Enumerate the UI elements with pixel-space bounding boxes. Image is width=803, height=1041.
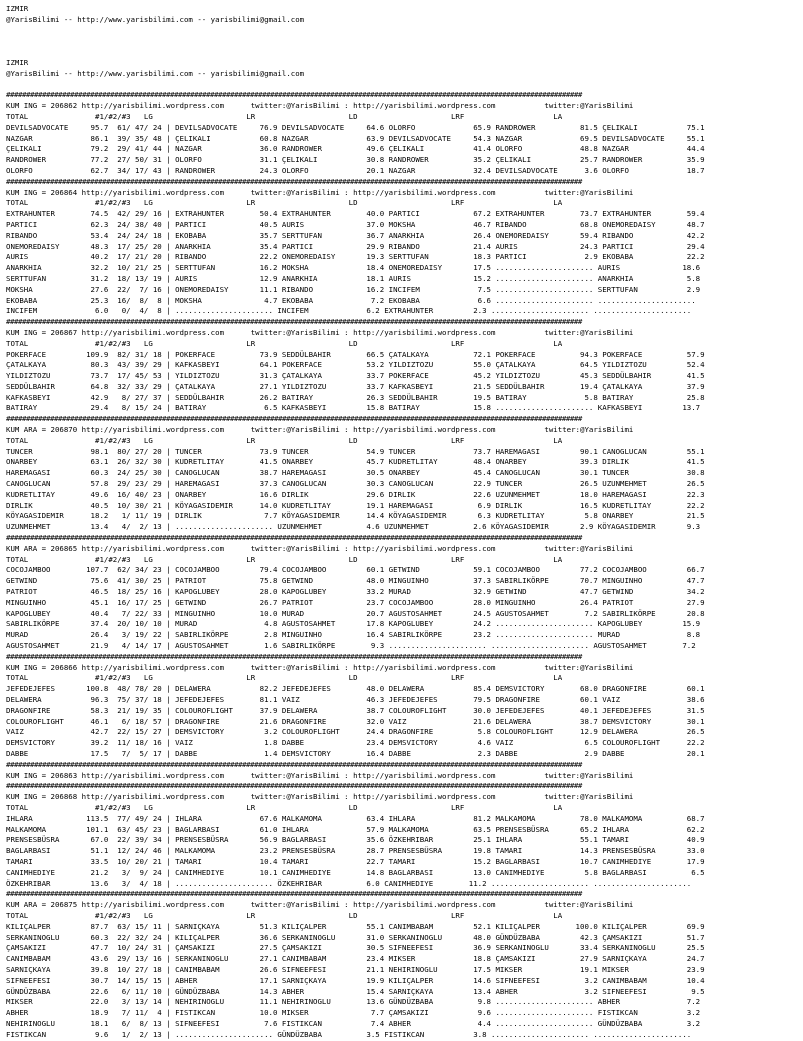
- result-row: ANARKHIA 32.2 10/ 21/ 25 | SERTTUFAN 16.2 MOKSHA 18.4 ONEMOREDAISY 17.5 ...................... AURIS 18.6: [6, 263, 701, 273]
- result-row: KÖYAGASIDEMIR 18.2 1/ 11/ 19 | DIRLIK 7.7 KÖYAGASIDEMIR 14.4 KÖYAGASIDEMIR 6.3 KUDRETLITAY 5.8 ONARBEY 21.5: [6, 511, 705, 521]
- separator-line: ################################################################################################################################################: [6, 176, 582, 186]
- race-header: KUM ING = 206866 http://yarisbilimi.wordpress.com twitter:@YarisBilimi : http://yarisbilimi.wordpress.com twitter:@YarisBilimi: [6, 662, 634, 672]
- result-row: SERTTUFAN 31.2 18/ 13/ 19 | AURIS 12.9 ANARKHIA 18.1 AURIS 15.2 ...................... ANARKHIA 5.8: [6, 273, 701, 283]
- column-header: TOTAL #1/#2/#3 LG LR LD LRF LA: [6, 111, 563, 121]
- result-row: OLORFO 62.7 34/ 17/ 43 | RANDROWER 24.3 OLORFO 20.1 NAZGAR 32.4 DEVILSADVOCATE 3.6 OLORFO 18.7: [6, 165, 705, 175]
- result-row: DELAWERA 96.3 75/ 37/ 18 | JEFEDEJEFES 81.1 VAIZ 46.3 JEFEDEJEFES 79.5 DRAGONFIRE 60.1 VAIZ 38.6: [6, 695, 705, 704]
- result-row: IHLARA 113.5 77/ 49/ 24 | IHLARA 67.6 MALKAMOMA 63.4 IHLARA 81.2 MALKAMOMA 78.0 MALKAMOMA 68.7: [6, 813, 705, 823]
- result-row: MINGUINHO 45.1 16/ 17/ 25 | GETWIND 26.7 PATRIOT 23.7 COCOJAMBOO 28.0 MINGUINHO 26.4 PATRIOT 27.9: [6, 597, 705, 607]
- separator-line: ################################################################################################################################################: [6, 781, 582, 791]
- separator-line: ################################################################################################################################################: [6, 90, 582, 100]
- result-row: EXTRAHUNTER 74.5 42/ 29/ 16 | EXTRAHUNTER 50.4 EXTRAHUNTER 40.0 PARTICI 67.2 EXTRAHUNTER 73.7 EXTRAHUNTER 59.4: [6, 209, 705, 219]
- result-row: AGUSTOSAHMET 21.9 4/ 14/ 17 | AGUSTOSAHMET 1.6 SABIRLIKÖRPE 9.3 ...................... ...................... AGUSTOSAHMET 7.2: [6, 641, 696, 651]
- spacer: [6, 26, 803, 48]
- column-header: TOTAL #1/#2/#3 LG LR LD LRF LA: [6, 802, 563, 812]
- result-row: DABBE 17.5 7/ 5/ 17 | DABBE 1.4 DEMSVICTORY 16.4 DABBE 2.3 DABBE 2.9 DABBE 20.1: [6, 748, 705, 758]
- separator-line: ################################################################################################################################################: [6, 759, 582, 769]
- race-header: KUM ING = 206868 http://yarisbilimi.wordpress.com twitter:@YarisBilimi : http://yarisbilimi.wordpress.com twitter:@YarisBilimi: [6, 792, 634, 802]
- separator-line: ################################################################################################################################################: [6, 317, 582, 327]
- result-row: MOKSHA 27.6 22/ 7/ 16 | ONEMOREDAISY 11.1 RIBANDO 16.2 INCIFEM 7.5 ...................... SERTTUFAN 2.9: [6, 284, 701, 294]
- race-block: [6, 889, 803, 1040]
- page-title: IZMIR: [6, 4, 29, 13]
- race-header: KUM ARA = 206870 http://yarisbilimi.wordpress.com twitter:@YarisBilimi : http://yarisbilimi.wordpress.com twitter:@YarisBilimi: [6, 425, 634, 435]
- result-row: MALKAMOMA 101.1 63/ 45/ 23 | BAGLARBASI 61.0 IHLARA 57.9 MALKAMOMA 63.5 PRENSESBÜSRA 65.2 IHLARA 62.2: [6, 824, 705, 834]
- race-block: [6, 533, 803, 652]
- credit-line: @YarisBilimi -- http://www.yarisbilimi.com -- yarisbilimi@gmail.com: [6, 14, 305, 24]
- separator-line: ################################################################################################################################################: [6, 533, 582, 543]
- result-row: CANIMBABAM 43.6 29/ 13/ 16 | SERKANINOGLU 27.1 CANIMBABAM 23.4 MIKSER 18.8 ÇAMSAKIZI 27.9 SARNIÇKAYA 24.7: [6, 954, 705, 964]
- result-row: MURAD 26.4 3/ 19/ 22 | SABIRLIKÖRPE 2.8 MINGUINHO 16.4 SABIRLIKÖRPE 23.2 ...................... MURAD 8.8: [6, 630, 701, 640]
- result-row: CANOGLUCAN 57.8 29/ 23/ 29 | HAREMAGASI 37.3 CANOGLUCAN 30.3 CANOGLUCAN 22.9 TUNCER 26.5 UZUNMEHMET 26.5: [6, 479, 705, 489]
- race-block: [6, 652, 803, 760]
- result-row: CANIMHEDIYE 21.2 3/ 9/ 24 | CANIMHEDIYE 10.1 CANIMHEDIYE 14.8 BAGLARBASI 13.0 CANIMHEDIYE 5.8 BAGLARBASI 6.5: [6, 867, 705, 877]
- result-row: KILIÇALPER 87.7 63/ 15/ 11 | SARNIÇKAYA 51.3 KILIÇALPER 55.1 CANIMBABAM 52.1 KILIÇALPER 100.0 KILIÇALPER 69.9: [6, 921, 705, 931]
- column-header: TOTAL #1/#2/#3 LG LR LD LRF LA: [6, 910, 563, 920]
- result-row: ÖZKEHRIBAR 13.6 3/ 4/ 18 | ...................... ÖZKEHRIBAR 6.0 CANIMHEDIYE 11.2 ...................... ......................: [6, 878, 692, 888]
- result-row: PATRIOT 46.5 18/ 25/ 16 | KAPOGLUBEY 28.0 KAPOGLUBEY 33.2 MURAD 32.9 GETWIND 47.7 GETWIND 34.2: [6, 587, 705, 597]
- separator-line: ################################################################################################################################################: [6, 651, 582, 661]
- race-header: KUM ING = 206863 http://yarisbilimi.wordpress.com twitter:@YarisBilimi : http://yarisbilimi.wordpress.com twitter:@YarisBilimi: [6, 770, 634, 780]
- result-row: NAZGAR 86.1 39/ 35/ 48 | ÇELIKALI 60.8 NAZGAR 63.9 DEVILSADVOCATE 54.3 NAZGAR 69.5 DEVILSADVOCATE 55.1: [6, 133, 705, 143]
- separator-line: ################################################################################################################################################: [6, 414, 582, 424]
- result-row: INCIFEM 6.0 0/ 4/ 8 | ...................... INCIFEM 6.2 EXTRAHUNTER 2.3 ...................... ......................: [6, 306, 692, 316]
- result-row: KAPOGLUBEY 40.4 7/ 22/ 33 | MINGUINHO 10.0 MURAD 20.7 AGUSTOSAHMET 24.5 AGUSTOSAHMET 7.2 SABIRLIKÖRPE 20.8: [6, 608, 705, 618]
- race-header: KUM ARA = 206865 http://yarisbilimi.wordpress.com twitter:@YarisBilimi : http://yarisbilimi.wordpress.com twitter:@YarisBilimi: [6, 543, 634, 553]
- result-row: POKERFACE 109.9 82/ 31/ 18 | POKERFACE 73.9 SEDDÜLBAHIR 66.5 ÇATALKAYA 72.1 POKERFACE 94.3 POKERFACE 57.9: [6, 349, 705, 359]
- result-row: TUNCER 98.1 80/ 27/ 20 | TUNCER 73.9 TUNCER 54.9 TUNCER 73.7 HAREMAGASI 90.1 CANOGLUCAN 55.1: [6, 446, 705, 456]
- result-row: GETWIND 75.6 41/ 30/ 25 | PATRIOT 75.8 GETWIND 48.0 MINGUINHO 37.3 SABIRLIKÖRPE 70.7 MINGUINHO 47.7: [6, 576, 705, 586]
- result-row: GÜNDÜZBABA 22.6 6/ 11/ 10 | GÜNDÜZBABA 14.3 ABHER 15.4 SARNIÇKAYA 13.4 ABHER 3.2 SIFNEEFESI 9.5: [6, 986, 705, 996]
- column-header: TOTAL #1/#2/#3 LG LR LD LRF LA: [6, 198, 563, 208]
- result-row: COCOJAMBOO 107.7 62/ 34/ 23 | COCOJAMBOO 79.4 COCOJAMBOO 60.1 GETWIND 59.1 COCOJAMBOO 77.2 COCOJAMBOO 66.7: [6, 565, 705, 575]
- result-row: DEVILSADVOCATE 95.7 61/ 47/ 24 | DEVILSADVOCATE 76.9 DEVILSADVOCATE 64.6 OLORFO 65.9 RANDROWER 81.5 ÇELIKALI 75.1: [6, 122, 705, 132]
- separator-line: ################################################################################################################################################: [6, 889, 582, 899]
- result-row: PRENSESBÜSRA 67.0 22/ 39/ 34 | PRENSESBÜSRA 56.9 BAGLARBASI 35.6 ÖZKEHRIBAR 25.1 IHLARA 55.1 TAMARI 40.9: [6, 835, 705, 845]
- result-row: AURIS 40.2 17/ 21/ 20 | RIBANDO 22.2 ONEMOREDAISY 19.3 SERTTUFAN 18.3 PARTICI 2.9 EKOBABA 22.2: [6, 252, 705, 262]
- result-row: BATIRAY 29.4 8/ 15/ 24 | BATIRAY 6.5 KAFKASBEYI 15.8 BATIRAY 15.8 ...................... KAFKASBEYI 13.7: [6, 403, 701, 413]
- result-row: BAGLARBASI 51.1 12/ 24/ 46 | MALKAMOMA 23.2 PRENSESBÜSRA 28.7 PRENSESBÜSRA 19.8 TAMARI 14.3 PRENSESBÜSRA 33.0: [6, 846, 705, 856]
- result-row: KAFKASBEYI 42.9 8/ 27/ 37 | SEDDÜLBAHIR 26.2 BATIRAY 26.3 SEDDÜLBAHIR 19.5 BATIRAY 5.8 BATIRAY 25.8: [6, 392, 705, 402]
- race-block: [6, 177, 803, 317]
- result-row: ONEMOREDAISY 48.3 17/ 25/ 20 | ANARKHIA 35.4 PARTICI 29.9 RIBANDO 21.4 AURIS 24.3 PARTICI 29.4: [6, 241, 705, 251]
- result-row: KUDRETLITAY 49.6 16/ 40/ 23 | ONARBEY 16.6 DIRLIK 29.6 DIRLIK 22.6 UZUNMEHMET 18.0 HAREMAGASI 22.3: [6, 489, 705, 499]
- result-row: YILDIZTOZU 73.7 17/ 45/ 53 | YILDIZTOZU 31.3 ÇATALKAYA 33.7 POKERFACE 45.2 YILDIZTOZU 45.3 SEDDÜLBAHIR 41.5: [6, 371, 705, 381]
- result-row: TAMARI 33.5 10/ 20/ 21 | TAMARI 10.4 TAMARI 22.7 TAMARI 15.2 BAGLARBASI 10.7 CANIMHEDIYE 17.9: [6, 856, 705, 866]
- result-row: VAIZ 42.7 22/ 15/ 27 | DEMSVICTORY 3.2 COLOUROFLIGHT 24.4 DRAGONFIRE 5.8 COLOUROFLIGHT 12.9 DELAWERA 26.5: [6, 727, 705, 737]
- race-block: [6, 781, 803, 889]
- result-row: SIFNEEFESI 30.7 14/ 15/ 15 | ABHER 17.1 SARNIÇKAYA 19.9 KILIÇALPER 14.6 SIFNEEFESI 3.2 CANIMBABAM 10.4: [6, 975, 705, 985]
- race-header: KUM ING = 206867 http://yarisbilimi.wordpress.com twitter:@YarisBilimi : http://yarisbilimi.wordpress.com twitter:@YarisBilimi: [6, 327, 634, 337]
- race-block: [6, 317, 803, 414]
- result-row: DEMSVICTORY 39.2 11/ 18/ 16 | VAIZ 1.8 DABBE 23.4 DEMSVICTORY 4.6 VAIZ 6.5 COLOUROFLIGHT 22.2: [6, 738, 705, 748]
- result-row: SEDDÜLBAHIR 64.8 32/ 33/ 29 | ÇATALKAYA 27.1 YILDIZTOZU 33.7 KAFKASBEYI 21.5 SEDDÜLBAHIR 19.4 ÇATALKAYA 37.9: [6, 381, 705, 391]
- result-row: ÇATALKAYA 80.3 43/ 39/ 29 | KAFKASBEYI 64.1 POKERFACE 53.2 YILDIZTOZU 55.0 ÇATALKAYA 64.5 YILDIZTOZU 52.4: [6, 360, 705, 370]
- race-block: [6, 90, 803, 176]
- result-row: COLOUROFLIGHT 46.1 6/ 18/ 57 | DRAGONFIRE 21.6 DRAGONFIRE 32.0 VAIZ 21.6 DELAWERA 38.7 DEMSVICTORY 30.1: [6, 716, 705, 726]
- result-row: ONARBEY 63.1 26/ 32/ 30 | KUDRETLITAY 41.5 ONARBEY 45.7 KUDRETLITAY 48.4 ONARBEY 39.3 DIRLIK 41.5: [6, 457, 705, 467]
- result-row: SARNIÇKAYA 39.8 10/ 27/ 18 | CANIMBABAM 26.6 SIFNEEFESI 21.1 NEHIRINOGLU 17.5 MIKSER 19.1 MIKSER 23.9: [6, 964, 705, 974]
- result-row: MIKSER 22.0 3/ 13/ 14 | NEHIRINOGLU 11.1 NEHIRINOGLU 13.6 GÜNDÜZBABA 9.8 ...................... ABHER 7.2: [6, 997, 701, 1007]
- race-block: [6, 414, 803, 533]
- result-row: ÇAMSAKIZI 47.7 10/ 24/ 31 | ÇAMSAKIZI 27.5 ÇAMSAKIZI 30.5 SIFNEEFESI 36.9 SERKANINOGLU 33.4 SERKANINOGLU 25.5: [6, 943, 705, 953]
- race-block: [6, 760, 803, 782]
- race-header: KUM ING = 206862 http://yarisbilimi.wordpress.com twitter:@YarisBilimi : http://yarisbilimi.wordpress.com twitter:@YarisBilimi: [6, 101, 634, 111]
- result-row: FISTIKCAN 9.6 1/ 2/ 13 | ...................... GÜNDÜZBABA 3.5 FISTIKCAN 3.8 ...................... ......................: [6, 1029, 692, 1039]
- spacer: [6, 47, 803, 58]
- race-header: KUM ING = 206864 http://yarisbilimi.wordpress.com twitter:@YarisBilimi : http://yarisbilimi.wordpress.com twitter:@YarisBilimi: [6, 187, 634, 197]
- result-row: SABIRLIKÖRPE 37.4 20/ 10/ 10 | MURAD 4.8 AGUSTOSAHMET 17.8 KAPOGLUBEY 24.2 ...................... KAPOGLUBEY 15.9: [6, 619, 701, 629]
- column-header: TOTAL #1/#2/#3 LG LR LD LRF LA: [6, 435, 563, 445]
- column-header: TOTAL #1/#2/#3 LG LR LD LRF LA: [6, 338, 563, 348]
- document-title: IZMIR: [6, 57, 29, 67]
- result-row: RIBANDO 53.4 24/ 24/ 18 | EKOBABA 35.7 SERTTUFAN 36.7 ANARKHIA 26.4 ONEMOREDAISY 59.4 RIBANDO 42.2: [6, 230, 705, 240]
- spacer: [6, 80, 803, 91]
- race-list: [6, 90, 803, 1040]
- column-header: TOTAL #1/#2/#3 LG LR LD LRF LA: [6, 673, 563, 683]
- result-row: DRAGONFIRE 58.3 21/ 19/ 35 | COLOUROFLIGHT 37.9 DELAWERA 38.7 COLOUROFLIGHT 30.0 JEFEDEJEFES 40.1 JEFEDEJEFES 31.5: [6, 705, 705, 715]
- result-row: RANDROWER 77.2 27/ 50/ 31 | OLORFO 31.1 ÇELIKALI 30.8 RANDROWER 35.2 ÇELIKALI 25.7 RANDROWER 35.9: [6, 155, 705, 165]
- column-header: TOTAL #1/#2/#3 LG LR LD LRF LA: [6, 554, 563, 564]
- document-credit-line: @YarisBilimi -- http://www.yarisbilimi.com -- yarisbilimi@gmail.com: [6, 68, 305, 78]
- result-row: JEFEDEJEFES 100.8 48/ 78/ 20 | DELAWERA 82.2 JEFEDEJEFES 48.0 DELAWERA 85.4 DEMSVICTORY 68.0 DRAGONFIRE 60.1: [6, 684, 705, 694]
- result-row: HAREMAGASI 60.3 24/ 25/ 30 | CANOGLUCAN 38.7 HAREMAGASI 30.5 ONARBEY 45.4 CANOGLUCAN 30.1 TUNCER 30.8: [6, 468, 705, 478]
- result-row: DIRLIK 40.5 10/ 30/ 21 | KÖYAGASIDEMIR 14.0 KUDRETLITAY 19.1 HAREMAGASI 6.9 DIRLIK 16.5 KUDRETLITAY 22.2: [6, 500, 705, 510]
- result-row: ABHER 18.9 7/ 11/ 4 | FISTIKCAN 10.0 MIKSER 7.7 ÇAMSAKIZI 9.6 ...................... FISTIKCAN 3.2: [6, 1008, 701, 1018]
- result-row: EKOBABA 25.3 16/ 8/ 8 | MOKSHA 4.7 EKOBABA 7.2 EKOBABA 6.6 ...................... ......................: [6, 295, 696, 305]
- result-row: NEHIRINOGLU 18.1 6/ 8/ 13 | SIFNEEFESI 7.6 FISTIKCAN 7.4 ABHER 4.4 ...................... GÜNDÜZBABA 3.2: [6, 1018, 701, 1028]
- result-row: SERKANINOGLU 60.3 22/ 32/ 24 | KILIÇALPER 36.6 SERKANINOGLU 31.0 SERKANINOGLU 48.0 GÜNDÜZBABA 42.3 ÇAMSAKIZI 51.7: [6, 932, 705, 942]
- result-row: PARTICI 62.3 24/ 38/ 40 | PARTICI 40.5 AURIS 37.0 MOKSHA 46.7 RIBANDO 68.8 ONEMOREDAISY 48.7: [6, 219, 705, 229]
- race-header: KUM ARA = 206875 http://yarisbilimi.wordpress.com twitter:@YarisBilimi : http://yarisbilimi.wordpress.com twitter:@YarisBilimi: [6, 900, 634, 910]
- result-row: UZUNMEHMET 13.4 4/ 2/ 13 | ...................... UZUNMEHMET 4.6 UZUNMEHMET 2.6 KÖYAGASIDEMIR 2.9 KÖYAGASIDEMIR 9.3: [6, 522, 701, 532]
- result-row: ÇELIKALI 79.2 29/ 41/ 44 | NAZGAR 36.0 RANDROWER 49.6 ÇELIKALI 41.4 OLORFO 48.8 NAZGAR 44.4: [6, 144, 705, 154]
